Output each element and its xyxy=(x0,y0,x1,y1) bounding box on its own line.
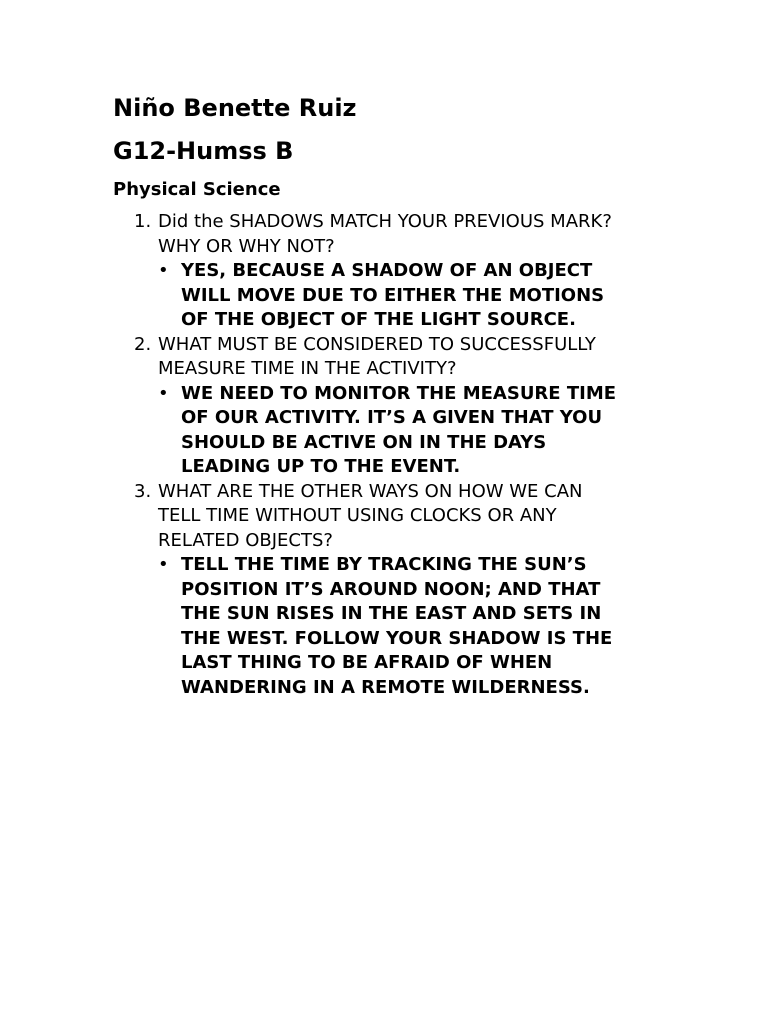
question-text xyxy=(158,333,658,382)
student-class: G12-Humss B xyxy=(113,137,294,165)
answer-item xyxy=(158,259,673,333)
answer-item xyxy=(158,553,673,700)
answer-list xyxy=(158,382,673,480)
question-line: WHAT ARE THE OTHER WAYS ON HOW WE CAN xyxy=(158,480,583,502)
answer-line: WILL MOVE DUE TO EITHER THE MOTIONS xyxy=(181,284,605,306)
answer-line: LEADING UP TO THE EVENT. xyxy=(181,456,461,477)
question-list xyxy=(113,210,673,700)
answer-list xyxy=(158,259,673,333)
question-number: 2. xyxy=(134,333,152,355)
question-line: Did the SHADOWS MATCH YOUR PREVIOUS MARK? xyxy=(158,211,612,232)
answer-line: SHOULD BE ACTIVE ON IN THE DAYS xyxy=(181,431,547,453)
question-line: WHAT MUST BE CONSIDERED TO SUCCESSFULLY xyxy=(158,333,596,355)
answer-line: THE WEST. FOLLOW YOUR SHADOW IS THE xyxy=(181,627,613,649)
answer-line: OF OUR ACTIVITY. IT’S A GIVEN THAT YOU xyxy=(181,407,603,428)
answer-line: WANDERING IN A REMOTE WILDERNESS. xyxy=(181,676,590,698)
subject-heading: Physical Science xyxy=(113,179,281,200)
answer-text xyxy=(181,382,651,480)
question-line: WHY OR WHY NOT? xyxy=(158,235,335,257)
answer-line: TELL THE TIME BY TRACKING THE SUN’S xyxy=(181,554,587,575)
answer-line: LAST THING TO BE AFRAID OF WHEN xyxy=(181,652,553,673)
question-item xyxy=(113,480,673,701)
answer-line: YES, BECAUSE A SHADOW OF AN OBJECT xyxy=(181,260,593,281)
bullet-icon: • xyxy=(158,382,169,404)
answer-line: WE NEED TO MONITOR THE MEASURE TIME xyxy=(181,382,617,404)
document-body xyxy=(113,92,673,700)
question-number: 1. xyxy=(134,211,152,232)
answer-text xyxy=(181,259,651,333)
answer-item xyxy=(158,382,673,480)
answer-list xyxy=(158,553,673,700)
answer-line: THE SUN RISES IN THE EAST AND SETS IN xyxy=(181,603,602,624)
question-text xyxy=(158,480,658,554)
question-text xyxy=(158,210,658,259)
answer-line: POSITION IT’S AROUND NOON; AND THAT xyxy=(181,578,601,600)
question-item xyxy=(113,333,673,480)
question-number: 3. xyxy=(134,480,152,502)
answer-line: OF THE OBJECT OF THE LIGHT SOURCE. xyxy=(181,309,576,330)
question-line: TELL TIME WITHOUT USING CLOCKS OR ANY xyxy=(158,505,557,526)
question-item xyxy=(113,210,673,333)
bullet-icon: • xyxy=(158,260,169,281)
answer-text xyxy=(181,553,651,700)
question-line: MEASURE TIME IN THE ACTIVITY? xyxy=(158,358,457,379)
bullet-icon: • xyxy=(158,554,169,575)
student-name: Niño Benette Ruiz xyxy=(113,94,357,122)
question-line: RELATED OBJECTS? xyxy=(158,529,333,551)
